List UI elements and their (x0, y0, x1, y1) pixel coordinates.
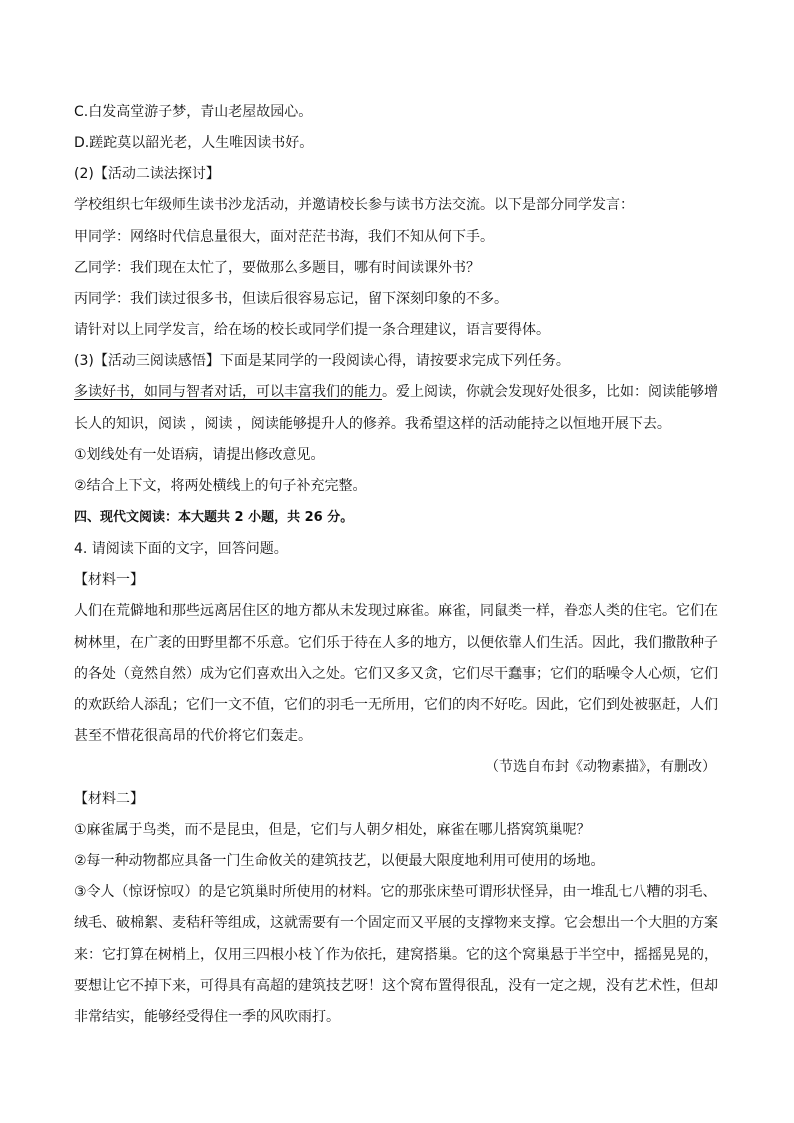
option-d: D.蹉跎莫以韶光老，人生唯因读书好。 (74, 135, 314, 151)
activity-two-intro: 学校组织七年级师生读书沙龙活动，并邀请校长参与读书方法交流。以下是部分同学发言： (74, 197, 634, 213)
material-one-line-3: 的各处（竟然自然）成为它们喜欢出入之处。它们又多又贪，它们尽干蠢事；它们的聒噪令人心烦，它们 (74, 666, 718, 682)
material-two-para-3-line-4: 要想让它不掉下来，可得具有高超的建筑技艺呀！这个窝布置得很乱，没有一定之规，没有艺术性，但却 (74, 978, 718, 994)
student-c-statement: 丙同学：我们读过很多书，但读后很容易忘记，留下深刻印象的不多。 (74, 291, 508, 307)
material-one-line-2: 树林里，在广袤的田野里都不乐意。它们乐于待在人多的地方，以便依靠人们生活。因此，我们撒散种子 (74, 635, 718, 651)
material-two-para-3-line-5: 非常结实，能够经受得住一季的风吹雨打。 (74, 1009, 340, 1025)
source-citation: （节选自布封《动物素描》，有删改） (485, 759, 716, 775)
activity-two-task: 请针对以上同学发言，给在场的校长或同学们提一条合理建议，语言要得体。 (74, 322, 550, 338)
reflection-continuation: 。爱上阅读，你就会发现好处很多，比如：阅读能够增 (382, 384, 718, 400)
student-b-statement: 乙同学：我们现在太忙了，要做那么多题目，哪有时间读课外书？ (74, 260, 480, 276)
activity-two-heading: (2)【活动二读法探讨】 (74, 166, 220, 182)
reading-reflection-line-2: 长人的知识，阅读 ，阅读 ，阅读能够提升人的修养。我希望这样的活动能持之以恒地开展下去。 (74, 416, 671, 432)
material-one-line-1: 人们在荒僻地和那些远离居住区的地方都从未发现过麻雀。麻雀，同鼠类一样，眷恋人类的住宅。它们在 (74, 603, 718, 619)
task-1: ①划线处有一处语病，请提出修改意见。 (74, 447, 325, 463)
material-one-line-4: 的欢跃给人添乱；它们一文不值，它们的羽毛一无所用，它们的肉不好吃。因此，它们到处被驱赶，人们 (74, 697, 718, 713)
activity-three-heading: (3)【活动三阅读感悟】下面是某同学的一段阅读心得，请按要求完成下列任务。 (74, 353, 570, 369)
material-two-para-3-line-1: ③令人（惊讶惊叹）的是它筑巢时所使用的材料。它的那张床垫可谓形状怪异，由一堆乱七八糟的羽毛、 (74, 884, 717, 900)
option-c: C.白发高堂游子梦，青山老屋故园心。 (74, 104, 313, 120)
material-two-para-3-line-2: 绒毛、破棉絮、麦秸秆等组成，这就需要有一个固定而又平展的支撑物来支撑。它会想出一个大胆的方案 (74, 915, 718, 931)
question-4-prompt: 4. 请阅读下面的文字，回答问题。 (74, 541, 288, 557)
material-two-para-2: ②每一种动物都应具备一门生命攸关的建筑技艺，以便最大限度地利用可使用的场地。 (74, 853, 605, 869)
material-one-line-5: 甚至不惜花很高昂的代价将它们轰走。 (74, 728, 312, 744)
section-four-heading: 四、现代文阅读：本大题共 2 小题，共 26 分。 (74, 510, 354, 525)
material-one-heading: 【材料一】 (74, 572, 144, 588)
material-two-para-1: ①麻雀属于鸟类，而不是昆虫，但是，它们与人朝夕相处，麻雀在哪儿搭窝筑巢呢？ (74, 822, 591, 838)
underlined-sentence: 多读好书，如同与智者对话，可以丰富我们的能力 (74, 384, 382, 400)
student-a-statement: 甲同学：网络时代信息量很大，面对茫茫书海，我们不知从何下手。 (74, 229, 494, 245)
material-two-para-3-line-3: 来：它打算在树梢上，仅用三四根小枝丫作为依托，建窝搭巢。它的这个窝巢悬于半空中，摇摇晃晃的， (74, 947, 718, 963)
material-two-heading: 【材料二】 (74, 791, 144, 807)
task-2: ②结合上下文，将两处横线上的句子补充完整。 (74, 478, 367, 494)
reading-reflection-line-1 (74, 382, 718, 402)
